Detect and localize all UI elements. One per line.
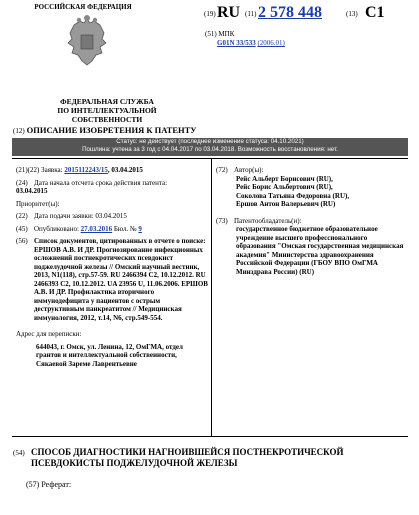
patent-number-link[interactable]: 2 578 448 (258, 4, 322, 21)
country-code: RU (217, 4, 241, 21)
coat-of-arms-emblem (62, 13, 112, 71)
agency-name (28, 97, 186, 124)
agency-line-2: ПО ИНТЕЛЛЕКТУАЛЬНОЙ СОБСТВЕННОСТИ (57, 106, 157, 124)
author-item: Рейс Борис Альбертович (RU), (236, 183, 333, 191)
authors-list (216, 175, 406, 209)
publication-date-link[interactable]: 27.03.2016 (80, 224, 113, 233)
field-22: (22) Дата подачи заявки: 03.04.2015 (16, 212, 127, 220)
patent-owner: государственное бюджетное образовательное учреждение высшего профессионального образования "Омская государственная медицинская академия" Министерства здравоохранения Российской Федерации (ГБОУ ВПО ОмГМА Минздрава России) (RU) (236, 225, 404, 276)
address-text: 644043, г. Омск, ул. Ленина, 12, ОмГМА, отдел грантов и интеллектуальной собственности, Сякаевой Зареме Лаврентьевне (36, 342, 183, 368)
bibliographic-right (216, 166, 406, 276)
abstract-label: Реферат: (41, 480, 72, 489)
author-item: Рейс Альберт Борисович (RU), (236, 174, 333, 183)
ipc-class-link[interactable]: G01N 33/533 (217, 39, 256, 47)
status-banner (12, 138, 408, 156)
section-54: (54) СПОСОБ ДИАГНОСТИКИ НАГНОИВШЕЙСЯ ПОСТНЕКРОТИЧЕСКОЙ ПСЕВДОКИСТЫ ПОДЖЕЛУДОЧНОЙ ЖЕЛЕЗЫ (13, 447, 403, 469)
code-11: (11) (245, 10, 257, 18)
code-51-label: (51) МПК (205, 30, 235, 38)
code-13: (13) (346, 10, 358, 18)
field-24: (24) Дата начала отсчета срока действия патента: 03.04.2015 (16, 178, 168, 195)
field-73: (73) Патентообладатель(и): (216, 216, 302, 225)
fee-line: Пошлина: учтена за 3 год с 04.04.2017 по 03.04.2018. Возможность восстановления: нет. (82, 146, 338, 153)
field-21: (21)(22) Заявка: 2015112243/15, 03.04.2015 (16, 166, 143, 174)
field-45: (45) Опубликовано: 27.03.2016 Бюл. № 9 (16, 224, 142, 233)
author-item: Соколова Татьяна Федоровна (RU), (236, 191, 350, 200)
divider-top (12, 158, 408, 159)
field-56: (56) Список документов, цитированных в отчете о поиске: ЕРШОВ А.В. И ДР. Прогнозирование инфекционных осложнений постнекротических псевдокист поджелудочной железы // Омский научный вестник, 2013, N1(118), стр.57-59. RU 2466394 C2, 10.12.2012. RU 2466393 C2, 10.12.2012. UA 23956 U, 11.06.2006. ЕРШОВ А.В. И ДР. Профилактика вторичного иммунодефицита у пациентов с острым деструктивным панкреатитом // Медицинская иммунология, 2012, т.14, N6, стр.549-554. (16, 237, 208, 322)
section-57: (57) Реферат: (26, 480, 72, 489)
section-12-code: (12) (13, 127, 25, 135)
section-12 (13, 125, 197, 135)
author-item: Ершов Антон Валерьевич (RU) (236, 200, 336, 208)
divider-bottom (12, 436, 408, 437)
address-label: Адрес для переписки: (16, 330, 82, 338)
code-19: (19) (204, 10, 216, 18)
ipc-date-link[interactable]: (2006.01) (257, 39, 285, 47)
document-title: ОПИСАНИЕ ИЗОБРЕТЕНИЯ К ПАТЕНТУ (26, 125, 197, 135)
column-divider (211, 158, 212, 436)
bulletin-link[interactable]: 9 (138, 224, 142, 233)
application-link[interactable]: 2015112243/15 (64, 166, 108, 174)
ipc-line (217, 39, 285, 47)
priority-label: Приоритет(ы): (16, 199, 60, 208)
agency-line-1: ФЕДЕРАЛЬНАЯ СЛУЖБА (60, 97, 154, 106)
field-72: (72) Автор(ы): (216, 166, 264, 174)
cited-documents: Список документов, цитированных в отчете о поиске: ЕРШОВ А.В. И ДР. Прогнозирование инфекционных осложнений постнекротических псевдокист поджелудочной железы // Омский научный вестник, 2013, N1(118), стр.57-59. RU 2466394 C2, 10.12.2012. RU 2466393 C2, 10.12.2012. UA 23956 U, 11.06.2006. ЕРШОВ А.В. И ДР. Профилактика вторичного иммунодефицита у пациентов с острым деструктивным панкреатитом // Медицинская иммунология, 2012, т.14, N6, стр.549-554. (34, 237, 208, 322)
status-line: Статус: не действует (последнее изменение статуса: 04.10.2021) (116, 138, 304, 145)
country-heading: РОССИЙСКАЯ ФЕДЕРАЦИЯ (34, 3, 132, 11)
invention-title: СПОСОБ ДИАГНОСТИКИ НАГНОИВШЕЙСЯ ПОСТНЕКРОТИЧЕСКОЙ ПСЕВДОКИСТЫ ПОДЖЕЛУДОЧНОЙ ЖЕЛЕЗЫ (31, 447, 344, 468)
bibliographic-left (16, 166, 208, 372)
kind-code: C1 (365, 4, 385, 21)
